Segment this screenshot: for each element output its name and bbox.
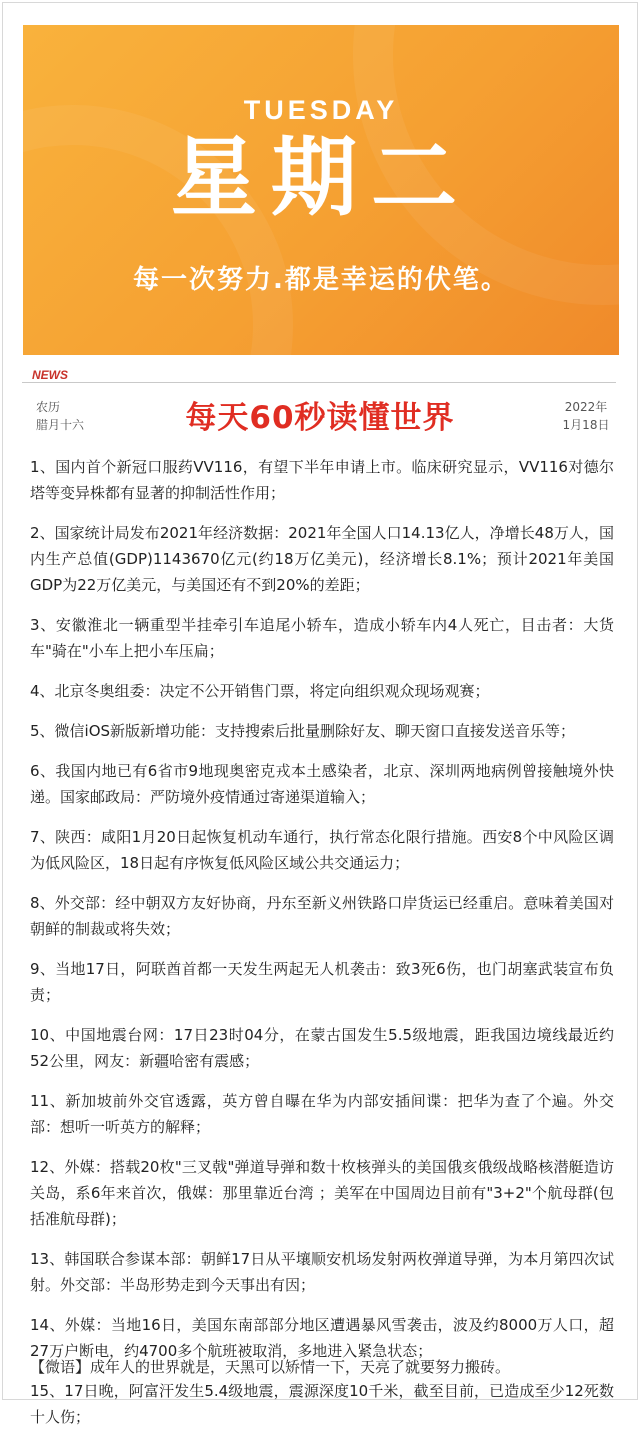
news-item: 5、微信iOS新版新增功能：支持搜索后批量删除好友、聊天窗口直接发送音乐等； — [30, 722, 576, 740]
date-year: 2022年 — [564, 400, 608, 414]
news-tag: NEWS — [32, 368, 68, 382]
news-item: 12、外媒：搭载20枚"三叉戟"弹道导弹和数十枚核弹头的美国俄亥俄级战略核潜艇造访关岛，系6年来首次，俄媒：那里靠近台湾 ；美军在中国周边目前有"3+2"个航母群(包括准航母群)； — [30, 1158, 614, 1228]
news-list — [30, 454, 614, 1444]
news-item: 2、国家统计局发布2021年经济数据：2021年全国人口14.13亿人，净增长48万人，国内生产总值(GDP)1143670亿元(约18万亿美元)，经济增长8.1%；预计2021年美国GDP为22万亿美元，与美国还有不到20%的差距； — [30, 524, 614, 594]
news-item: 13、韩国联合参谋本部：朝鲜17日从平壤顺安机场发射两枚弹道导弹，为本月第四次试射。外交部：半岛形势走到今天事出有因； — [30, 1250, 614, 1294]
news-item: 15、17日晚，阿富汗发生5.4级地震，震源深度10千米，截至目前，已造成至少12死数十人伤； — [30, 1382, 614, 1426]
gregorian-date — [546, 398, 626, 434]
page-title: 每天60秒读懂世界 — [185, 400, 455, 436]
news-item: 6、我国内地已有6省市9地现奥密克戎本土感染者，北京、深圳两地病例曾接触境外快递。国家邮政局：严防境外疫情通过寄递渠道输入； — [30, 762, 614, 806]
news-item: 7、陕西：咸阳1月20日起恢复机动车通行，执行常态化限行措施。西安8个中风险区调为低风险区，18日起有序恢复低风险区域公共交通运力； — [30, 828, 614, 872]
date-month-day: 1月18日 — [562, 418, 610, 432]
closing-quote: 【微语】成年人的世界就是，天黑可以矫情一下，天亮了就要努力搬砖。 — [30, 1358, 511, 1376]
news-item: 9、当地17日，阿联酋首都一天发生两起无人机袭击：致3死6伤，也门胡塞武装宣布负责； — [30, 960, 614, 1004]
header-divider — [22, 382, 616, 383]
news-item: 3、安徽淮北一辆重型半挂牵引车追尾小轿车，造成小轿车内4人死亡，目击者：大货车"骑在"小车上把小车压扁； — [30, 616, 614, 660]
lunar-label: 农历 — [36, 400, 61, 414]
weekday-banner — [23, 25, 619, 355]
banner-slogan: 每一次努力.都是幸运的伏笔。 — [133, 265, 509, 295]
lunar-day: 腊月十六 — [36, 418, 85, 432]
weekday-chinese: 星期二 — [171, 128, 471, 228]
news-item: 1、国内首个新冠口服药VV116，有望下半年申请上市。临床研究显示，VV116对德尔塔等变异株都有显著的抑制活性作用； — [30, 458, 614, 502]
news-item: 14、外媒：当地16日，美国东南部部分地区遭遇暴风雪袭击，波及约8000万人口，超27万户断电，约4700多个航班被取消，多地进入紧急状态； — [30, 1316, 614, 1360]
news-item: 11、新加坡前外交官透露，英方曾自曝在华为内部安插间谍：把华为查了个遍。外交部：想听一听英方的解释； — [30, 1092, 614, 1136]
news-item: 8、外交部：经中朝双方友好协商，丹东至新义州铁路口岸货运已经重启。意味着美国对朝鲜的制裁或将失效； — [30, 894, 614, 938]
news-item: 10、中国地震台网：17日23时04分，在蒙古国发生5.5级地震，距我国边境线最近约52公里，网友：新疆哈密有震感； — [30, 1026, 614, 1070]
weekday-english: TUESDAY — [243, 95, 399, 125]
news-item: 4、北京冬奥组委：决定不公开销售门票，将定向组织观众现场观赛； — [30, 682, 490, 700]
